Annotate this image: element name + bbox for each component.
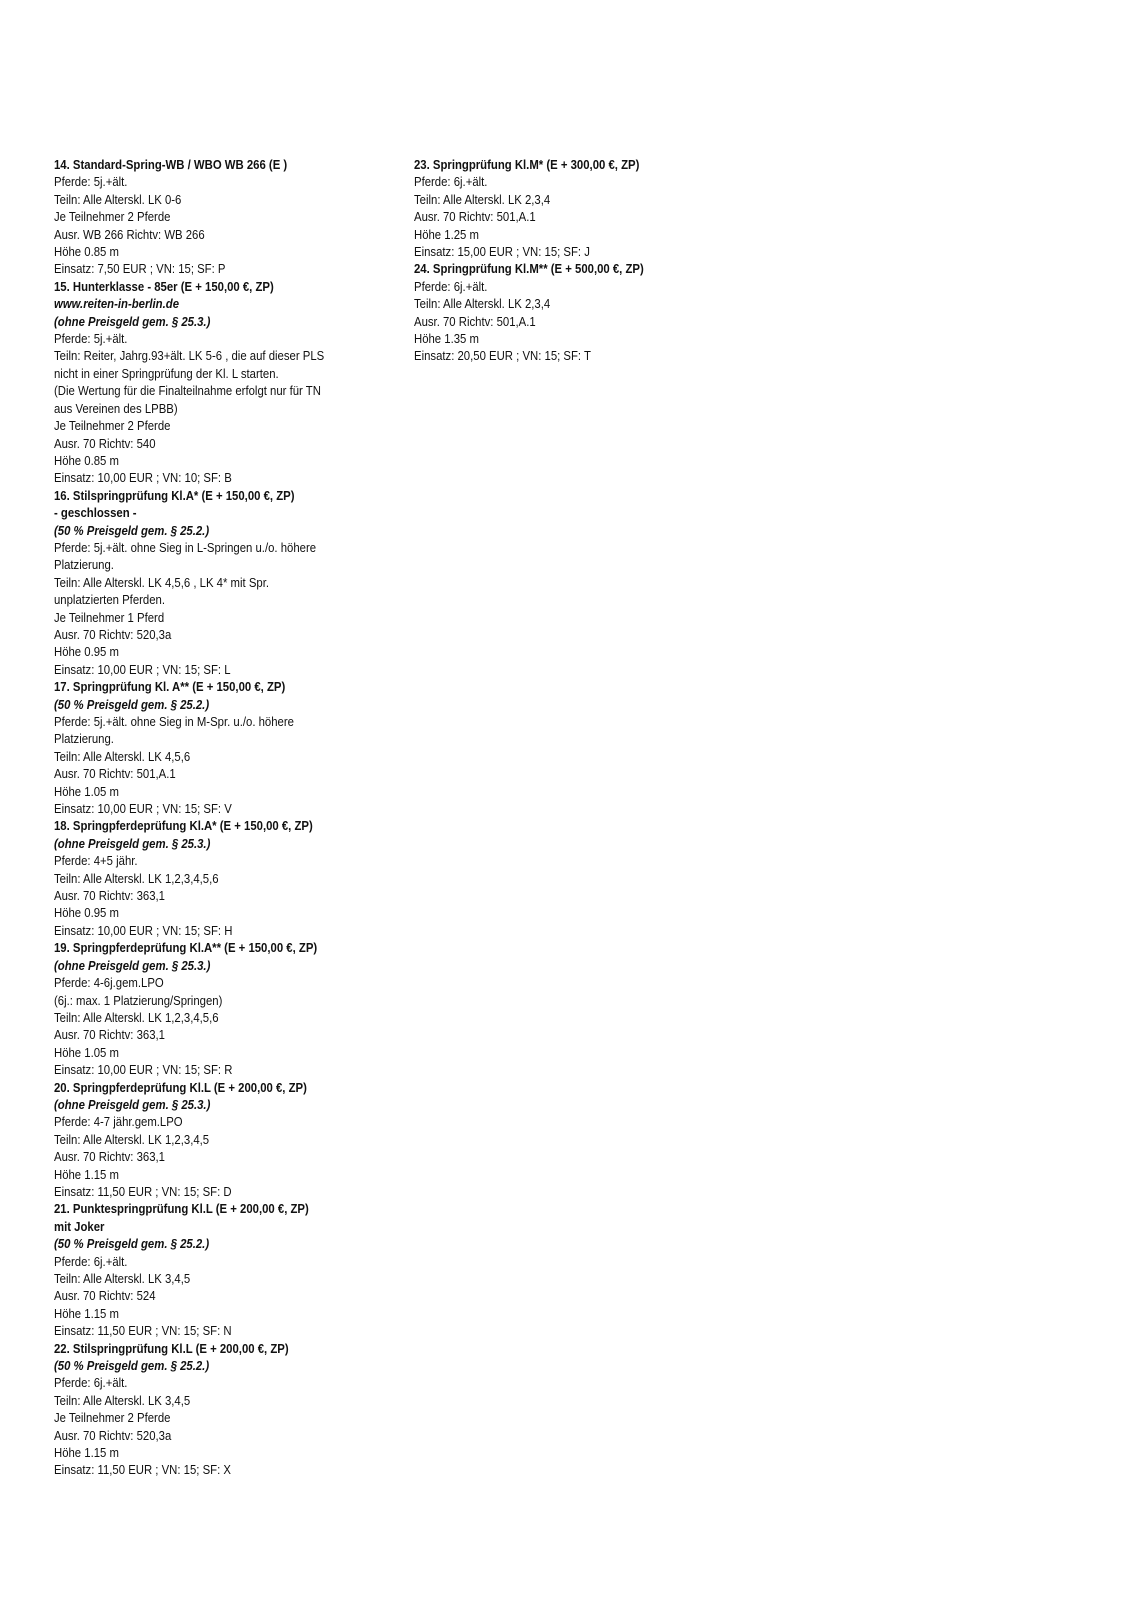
competition-heading: 15. Hunterklasse - 85er (E + 150,00 €, ZP): [54, 278, 274, 294]
text-line: Höhe 1.25 m: [414, 226, 479, 242]
right-column: [414, 156, 764, 365]
text-line: Einsatz: 20,50 EUR ; VN: 15; SF: T: [414, 348, 591, 364]
competition-heading: 21. Punktespringprüfung Kl.L (E + 200,00 €, ZP): [54, 1201, 309, 1217]
text-line: Pferde: 6j.+ält.: [414, 174, 488, 190]
text-line: Teiln: Alle Alterskl. LK 0-6: [54, 191, 182, 207]
text-line: Pferde: 4+5 jähr.: [54, 853, 138, 869]
text-line: Einsatz: 11,50 EUR ; VN: 15; SF: X: [54, 1462, 231, 1478]
text-line: Je Teilnehmer 2 Pferde: [54, 209, 171, 225]
text-line: Platzierung.: [54, 731, 114, 747]
text-line: Teiln: Alle Alterskl. LK 3,4,5: [54, 1271, 191, 1286]
note-line: (ohne Preisgeld gem. § 25.3.): [54, 835, 211, 851]
text-line: Höhe 1.15 m: [54, 1445, 119, 1461]
text-line: Ausr. WB 266 Richtv: WB 266: [54, 226, 205, 242]
text-line: (Die Wertung für die Finalteilnahme erfolgt nur für TN: [54, 383, 321, 399]
competition-heading: 23. Springprüfung Kl.M* (E + 300,00 €, ZP): [414, 157, 640, 172]
competition-heading: 24. Springprüfung Kl.M** (E + 500,00 €, ZP): [414, 261, 644, 277]
text-line: Höhe 0.85 m: [54, 244, 119, 260]
text-line: Je Teilnehmer 2 Pferde: [54, 418, 171, 434]
text-line: Pferde: 4-7 jähr.gem.LPO: [54, 1114, 183, 1130]
competition-heading: - geschlossen -: [54, 505, 137, 521]
text-line: Je Teilnehmer 1 Pferd: [54, 609, 165, 625]
note-line: (50 % Preisgeld gem. § 25.2.): [54, 1358, 210, 1374]
text-line: Teiln: Alle Alterskl. LK 1,2,3,4,5,6: [54, 870, 219, 886]
competition-heading: 17. Springprüfung Kl. A** (E + 150,00 €, ZP): [54, 679, 286, 695]
text-line: Höhe 1.05 m: [54, 783, 119, 799]
text-line: Ausr. 70 Richtv: 540: [54, 435, 156, 451]
text-line: Einsatz: 11,50 EUR ; VN: 15; SF: D: [54, 1183, 232, 1199]
text-line: Höhe 1.15 m: [54, 1166, 119, 1182]
text-line: Einsatz: 10,00 EUR ; VN: 15; SF: L: [54, 661, 231, 677]
note-line: www.reiten-in-berlin.de: [54, 296, 180, 312]
text-line: Pferde: 5j.+ält. ohne Sieg in L-Springen u./o. höhere: [54, 539, 317, 555]
text-line: Teiln: Alle Alterskl. LK 4,5,6 , LK 4* mit Spr.: [54, 574, 270, 590]
text-line: Teiln: Reiter, Jahrg.93+ält. LK 5-6 , die auf dieser PLS: [54, 348, 325, 364]
text-line: Ausr. 70 Richtv: 363,1: [54, 1149, 165, 1165]
note-line: (50 % Preisgeld gem. § 25.2.): [54, 522, 210, 538]
text-line: Teiln: Alle Alterskl. LK 4,5,6: [54, 748, 191, 764]
text-line: Teiln: Alle Alterskl. LK 3,4,5: [54, 1392, 191, 1408]
note-line: (50 % Preisgeld gem. § 25.2.): [54, 696, 210, 712]
text-line: Höhe 0.95 m: [54, 905, 119, 921]
text-line: Teiln: Alle Alterskl. LK 1,2,3,4,5: [54, 1131, 210, 1147]
text-line: Pferde: 6j.+ält.: [54, 1253, 128, 1269]
text-line: (6j.: max. 1 Platzierung/Springen): [54, 992, 223, 1008]
text-line: Platzierung.: [54, 557, 114, 573]
text-line: Ausr. 70 Richtv: 363,1: [54, 888, 165, 904]
text-line: Höhe 1.35 m: [414, 331, 479, 347]
text-line: Pferde: 6j.+ält.: [54, 1375, 128, 1391]
text-line: Einsatz: 10,00 EUR ; VN: 10; SF: B: [54, 470, 232, 486]
text-line: Ausr. 70 Richtv: 520,3a: [54, 1427, 172, 1443]
text-line: Teiln: Alle Alterskl. LK 2,3,4: [414, 296, 551, 312]
note-line: (ohne Preisgeld gem. § 25.3.): [54, 957, 211, 973]
note-line: (ohne Preisgeld gem. § 25.3.): [54, 313, 211, 329]
text-line: Einsatz: 15,00 EUR ; VN: 15; SF: J: [414, 244, 590, 260]
text-line: Höhe 1.15 m: [54, 1305, 119, 1321]
text-line: Pferde: 6j.+ält.: [414, 278, 488, 294]
competition-heading: 22. Stilspringprüfung Kl.L (E + 200,00 €, ZP): [54, 1340, 289, 1356]
text-line: Ausr. 70 Richtv: 363,1: [54, 1027, 165, 1043]
competition-heading: 20. Springpferdeprüfung Kl.L (E + 200,00 €, ZP): [54, 1079, 307, 1095]
text-line: Pferde: 4-6j.gem.LPO: [54, 975, 164, 991]
text-line: Pferde: 5j.+ält. ohne Sieg in M-Spr. u./o. höhere: [54, 714, 294, 729]
competition-heading: mit Joker: [54, 1218, 105, 1234]
note-line: (50 % Preisgeld gem. § 25.2.): [54, 1236, 210, 1252]
note-line: (ohne Preisgeld gem. § 25.3.): [54, 1096, 211, 1112]
text-line: Einsatz: 10,00 EUR ; VN: 15; SF: H: [54, 922, 233, 938]
text-line: aus Vereinen des LPBB): [54, 400, 178, 416]
text-line: Einsatz: 11,50 EUR ; VN: 15; SF: N: [54, 1323, 232, 1339]
competition-heading: 19. Springpferdeprüfung Kl.A** (E + 150,00 €, ZP): [54, 940, 318, 956]
text-line: unplatzierten Pferden.: [54, 592, 165, 608]
text-line: Höhe 1.05 m: [54, 1044, 119, 1060]
text-line: Ausr. 70 Richtv: 501,A.1: [414, 209, 536, 225]
competition-heading: 14. Standard-Spring-WB / WBO WB 266 (E ): [54, 157, 288, 172]
left-column: [54, 156, 404, 1479]
text-line: Pferde: 5j.+ält.: [54, 331, 128, 347]
competition-heading: 16. Stilspringprüfung Kl.A* (E + 150,00 €, ZP): [54, 487, 295, 503]
text-line: Je Teilnehmer 2 Pferde: [54, 1410, 171, 1426]
text-line: Höhe 0.95 m: [54, 644, 119, 660]
text-line: Ausr. 70 Richtv: 501,A.1: [414, 313, 536, 329]
text-line: Teiln: Alle Alterskl. LK 1,2,3,4,5,6: [54, 1009, 219, 1025]
text-line: Teiln: Alle Alterskl. LK 2,3,4: [414, 191, 551, 207]
text-line: Einsatz: 7,50 EUR ; VN: 15; SF: P: [54, 261, 226, 277]
text-line: Pferde: 5j.+ält.: [54, 174, 128, 190]
text-line: Ausr. 70 Richtv: 520,3a: [54, 626, 172, 642]
text-line: Ausr. 70 Richtv: 501,A.1: [54, 766, 176, 782]
text-line: Höhe 0.85 m: [54, 452, 119, 468]
text-line: nicht in einer Springprüfung der Kl. L starten.: [54, 365, 279, 381]
text-line: Ausr. 70 Richtv: 524: [54, 1288, 156, 1304]
text-line: Einsatz: 10,00 EUR ; VN: 15; SF: V: [54, 801, 232, 817]
text-line: Einsatz: 10,00 EUR ; VN: 15; SF: R: [54, 1062, 233, 1078]
competition-heading: 18. Springpferdeprüfung Kl.A* (E + 150,00 €, ZP): [54, 818, 313, 834]
